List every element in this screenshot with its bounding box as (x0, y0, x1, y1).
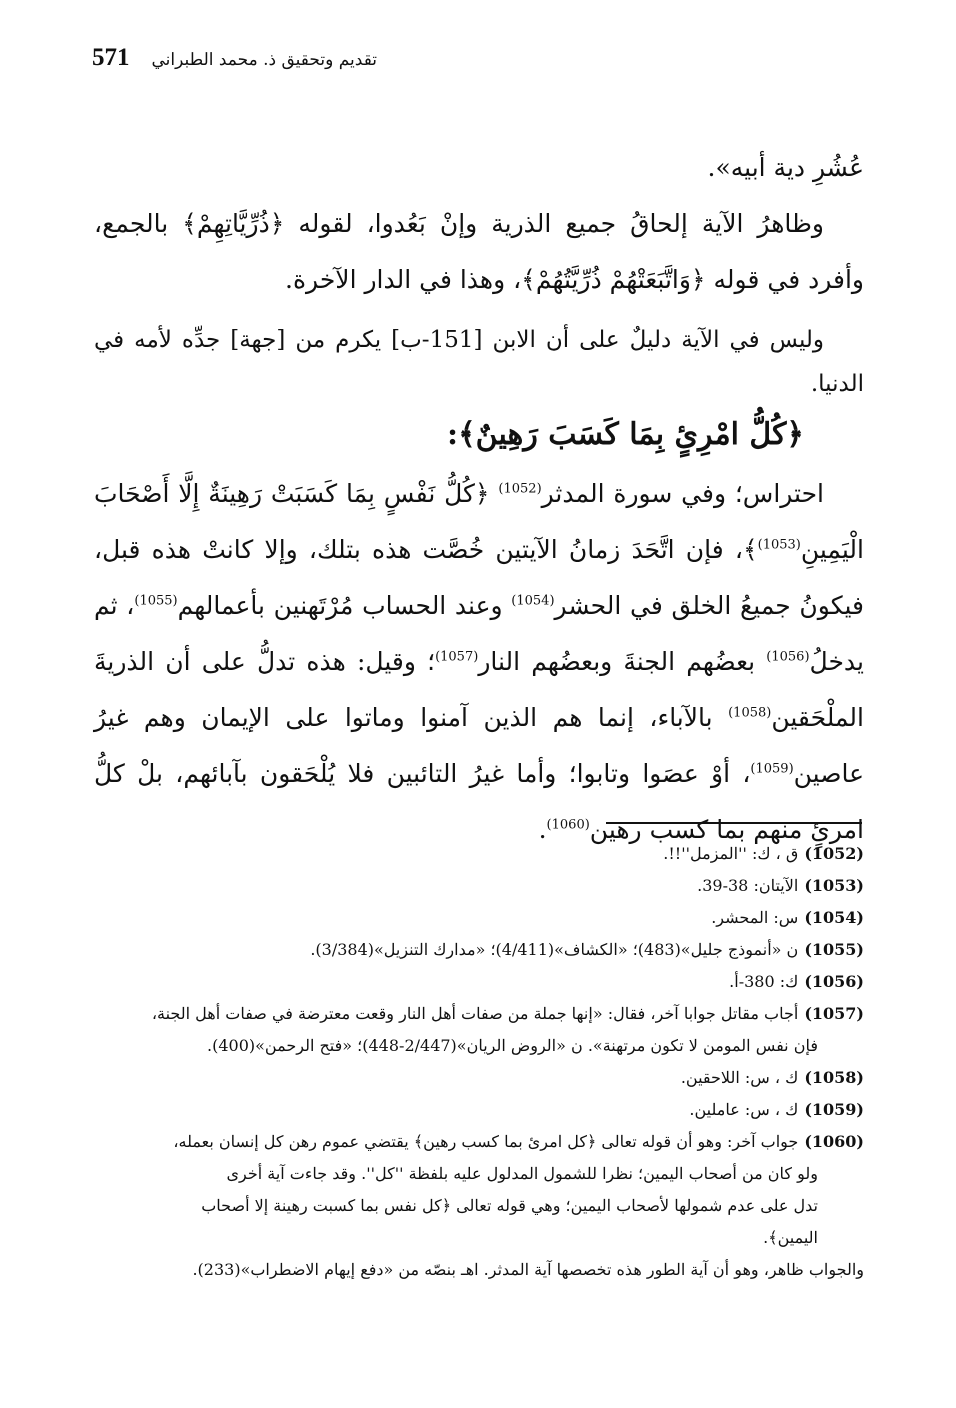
footnote-1057-continued (94, 1030, 864, 1062)
text-run: بالآباء، إنما هم الذين آمنوا وماتوا على الإيمان وهم غيرُ عاصين (94, 703, 864, 788)
footnote-text: أجاب مقاتل جوابا آخر، فقال: «إنها جملة من صفات أهل النار وقعت معترضة في صفات أهل الجنة، (151, 1004, 799, 1023)
paragraph-2: وظاهرُ الآية إلحاقُ جميع الذرية وإنْ بَعُدوا، لقوله ﴿ذُرِّيَّاتِهِمْ﴾ بالجمع، وأفرد في قوله ﴿وَاتَّبَعَتْهُمْ ذُرِّيَّتُهُمْ﴾، وهذا في الدار الآخرة. (94, 209, 864, 294)
page-number: 571 (92, 44, 130, 71)
footnote-ref-1053[interactable]: (1053) (757, 537, 801, 553)
footnote-text: ن «أنموذج جليل»(483)؛ «الكشاف»(4/411)؛ «مدارك التنزيل»(3/384). (310, 940, 799, 959)
text-run: وعند الحساب مُرْتَهنين بأعمالهم (177, 591, 512, 620)
running-title: تقديم وتحقيق ذ. محمد الطبراني (151, 50, 378, 70)
footnote-number: (1057) (804, 1004, 864, 1023)
paragraph-1: عُشُرِ دية أبيه». (707, 153, 864, 182)
footnote-text: فإن نفس المومن لا تكون مرتهنة». ن «الروض الريان»(2/447-448)؛ «فتح الرحمن»(400). (207, 1036, 818, 1055)
footnote-text: س: المحشر. (711, 908, 799, 927)
footnote-number: (1055) (804, 940, 864, 959)
footnote-text: تدل على عدم شمولها لأصحاب اليمين؛ وهي قوله تعالى ﴿كل نفس بما كسبت رهينة إلا أصحاب (201, 1196, 818, 1215)
footnote-text: ق ، ك: ''المزمل''!!. (663, 844, 799, 863)
paragraph-3: وليس في الآية دليلٌ على أن الابن [151-ب] يكرم من [جهة] جدِّه لأمه في الدنيا. (94, 327, 864, 397)
text-run: . (538, 815, 547, 844)
footnote-number: (1053) (804, 876, 864, 895)
footnote-text: اليمين﴾. (763, 1228, 818, 1247)
footnote-1059 (94, 1094, 864, 1126)
footnote-number: (1058) (804, 1068, 864, 1087)
footnote-number: (1056) (804, 972, 864, 991)
footnote-text: والجواب ظاهر، وهو أن آية الطور هذه تخصصها آية المدثر. اهـ بنصّه من «دفع إيهام الاضطراب»(233). (192, 1260, 864, 1279)
footnotes (94, 838, 864, 1286)
footnote-text: ك: 380-أ. (729, 972, 799, 991)
footnote-ref-1056[interactable]: (1056) (766, 649, 810, 665)
main-text (94, 140, 864, 858)
footnote-number: (1054) (804, 908, 864, 927)
text-run: ، أوْ عصَوا وتابوا؛ وأما غيرُ التائبين فلا يُلْحَقون بآبائهم، بلْ كلُّ امرئٍ منهم بما كسب رهين (94, 759, 864, 844)
footnote-text: ولو كان من أصحاب اليمين؛ نظرا للشمول المدلول عليه بلفظة ''كل''. وقد جاءت آية أخرى (226, 1164, 818, 1183)
footnote-text: جواب آخر: وهو أن قوله تعالى ﴿كل امرئ بما كسب رهين﴾ يقتضي عموم رهن كل إنسان بعمله، (173, 1132, 799, 1151)
footnote-text: ك ، س: عاملين. (689, 1100, 799, 1119)
footnote-ref-1057[interactable]: (1057) (435, 649, 479, 665)
footnote-number: (1060) (804, 1132, 864, 1151)
footnote-1058 (94, 1062, 864, 1094)
footnote-1060 (94, 1126, 864, 1158)
footnote-1060-continued (94, 1190, 864, 1222)
footnote-1060-continued (94, 1222, 864, 1254)
footnote-ref-1054[interactable]: (1054) (511, 593, 555, 609)
text-run: ﴾، فإن اتَّحَدَ زمانُ الآيتين خُصَّت هذه بتلك، وإلا كانتْ هذه قبل، فيكونُ جميعُ الخلق في الحشر (94, 535, 864, 620)
footnote-ref-1058[interactable]: (1058) (728, 705, 772, 721)
footnote-1060-answer (94, 1254, 864, 1286)
verse-heading: ﴿كُلُّ امْرِئٍ بِمَا كَسَبَ رَهِينٌ﴾: (447, 417, 804, 452)
footnote-number: (1059) (804, 1100, 864, 1119)
text-run: ؛ وقيل: هذه تدلُّ على أن الذريةَ الملْحَقين (94, 647, 864, 732)
footnote-1053 (94, 870, 864, 902)
footnote-text: الآيتان: 38-39. (697, 876, 799, 895)
footnote-number: (1052) (804, 844, 864, 863)
footnote-1057 (94, 998, 864, 1030)
footnote-1056 (94, 966, 864, 998)
paragraph-4 (94, 466, 864, 858)
text-run: بعضُهم الجنةَ وبعضُهم النار (478, 647, 767, 676)
text-run: ﴿كُلُّ نَفْسٍ بِمَا كَسَبَتْ رَهِينَةٌ إِلَّا أَصْحَابَ الْيَمِينِ (94, 479, 864, 564)
footnote-ref-1052[interactable]: (1052) (498, 481, 542, 497)
footnote-separator (606, 822, 862, 824)
footnote-1060-continued (94, 1158, 864, 1190)
text-run: احتراس؛ وفي سورة المدثر (541, 479, 825, 508)
footnote-1055 (94, 934, 864, 966)
footnote-text: ك ، س: اللاحقين. (680, 1068, 799, 1087)
footnote-ref-1060[interactable]: (1060) (546, 817, 590, 833)
footnote-1052 (94, 838, 864, 870)
text-run: ، ثم يدخلُ (94, 591, 864, 676)
footnote-1054 (94, 902, 864, 934)
footnote-ref-1059[interactable]: (1059) (750, 761, 794, 777)
footnote-ref-1055[interactable]: (1055) (134, 593, 178, 609)
page-header (92, 44, 462, 84)
